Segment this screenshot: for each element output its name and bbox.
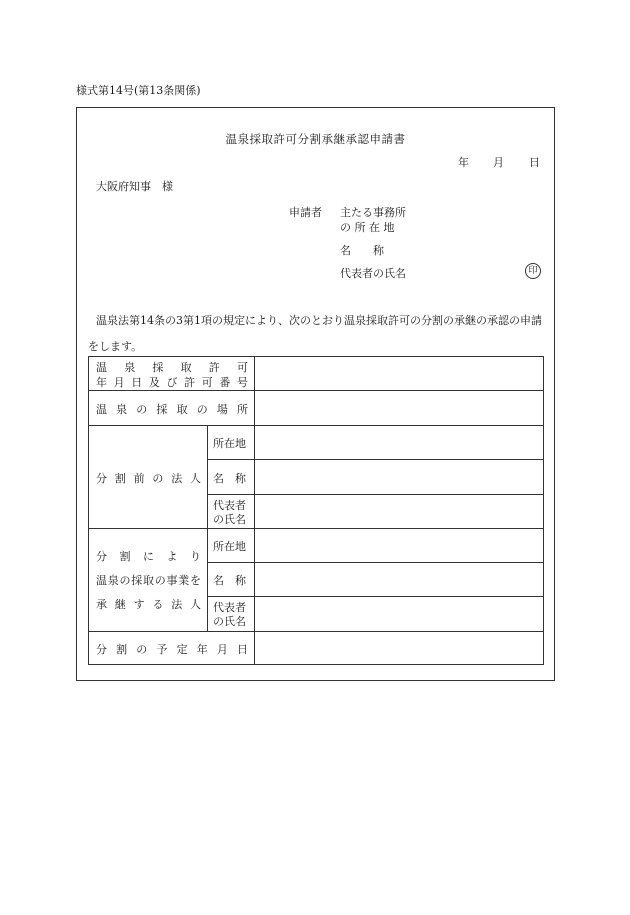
successor-rep-label-line1: 代表者 (213, 601, 246, 614)
applicant-name-label: 名 称 (340, 244, 384, 257)
successor-label-line3: 承継する法人 (96, 598, 201, 611)
collection-location-label: 温泉の採取の場所 (96, 403, 248, 416)
successor-address-value[interactable] (260, 531, 540, 560)
applicant-address-line2: の 所 在 地 (340, 221, 395, 234)
permit-date-label-line2: 年月日及び許可番号 (96, 376, 248, 389)
date-day: 日 (529, 156, 540, 169)
pre-split-address-label: 所在地 (213, 437, 246, 450)
seal-mark: 印 (525, 263, 541, 279)
pre-split-address-value[interactable] (260, 428, 540, 457)
planned-split-date-value[interactable] (260, 634, 540, 662)
application-statement: 温泉法第14条の3第1項の規定により、次のとおり温泉採取許可の分割の承継の承認の申請をします。 (88, 314, 542, 353)
permit-date-value[interactable] (260, 358, 540, 388)
pre-split-rep-label-line1: 代表者 (213, 499, 246, 512)
successor-label-line2: 温泉の採取の事業を (96, 574, 201, 587)
document-title: 温泉採取許可分割承継承認申請書 (225, 132, 406, 146)
form-number-label: 様式第14号(第13条関係) (76, 84, 201, 97)
applicant-address-line1: 主たる事務所 (340, 206, 406, 219)
successor-label-line1: 分割により (96, 550, 201, 563)
permit-date-label-line1: 温泉採取許可 (96, 361, 248, 374)
date-year: 年 (458, 156, 469, 169)
successor-rep-label-line2: の氏名 (213, 615, 246, 628)
applicant-label: 申請者 (289, 206, 322, 219)
successor-address-label: 所在地 (213, 540, 246, 553)
planned-split-date-label: 分割の予定年月日 (96, 643, 248, 656)
successor-name-label: 名 称 (213, 574, 246, 587)
successor-rep-value[interactable] (260, 599, 540, 628)
pre-split-name-label: 名 称 (213, 472, 246, 485)
successor-name-value[interactable] (260, 565, 540, 594)
pre-split-rep-label-line2: の氏名 (213, 513, 246, 526)
date-month: 月 (493, 156, 504, 169)
pre-split-rep-value[interactable] (260, 497, 540, 526)
pre-split-corporation-label: 分割前の法人 (96, 472, 201, 485)
pre-split-name-value[interactable] (260, 462, 540, 491)
collection-location-value[interactable] (260, 393, 540, 423)
applicant-rep-label: 代表者の氏名 (340, 267, 406, 280)
addressee: 大阪府知事 様 (96, 180, 173, 193)
